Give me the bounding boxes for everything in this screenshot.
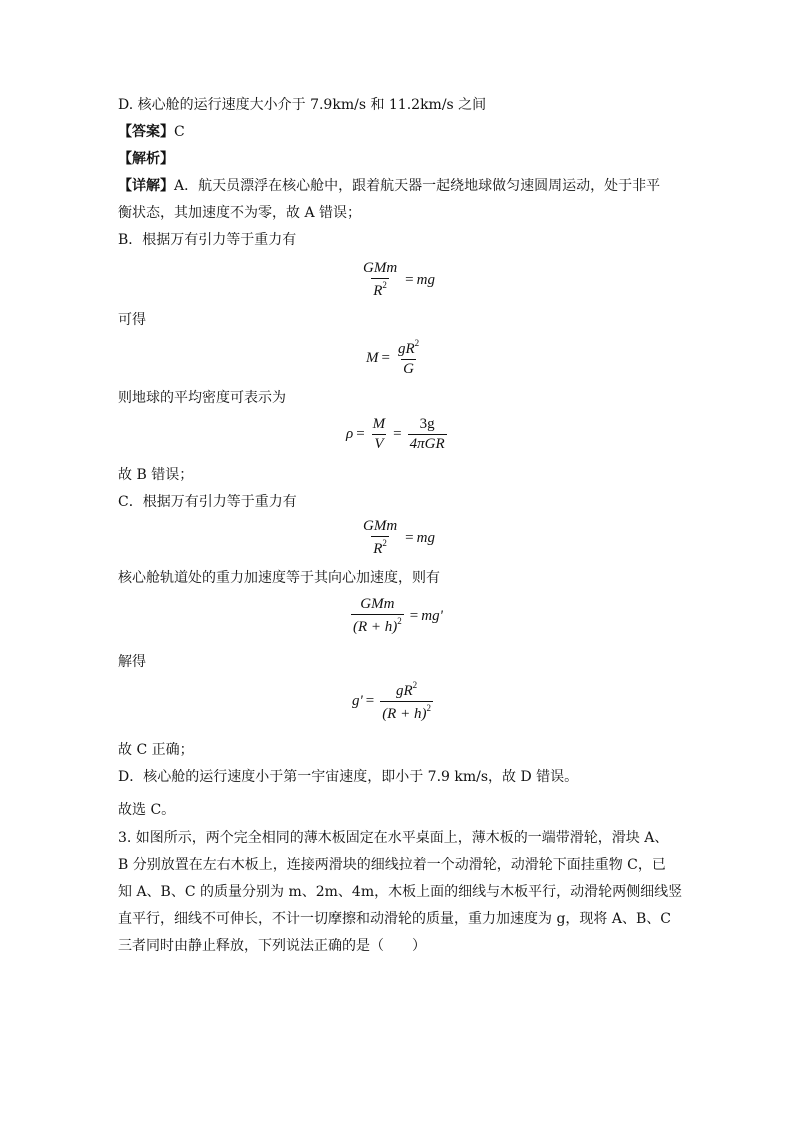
equals-sign: =	[365, 693, 375, 709]
lhs: g'	[352, 693, 363, 709]
choose-line: 故选 C。	[118, 802, 176, 818]
question-3-line-3: 知 A、B、C 的质量分别为 m、2m、4m，木板上面的细线与木板平行，动滑轮两侧细线竖	[118, 884, 683, 900]
c-intro-line: C．根据万有引力等于重力有	[118, 494, 297, 510]
detail-a-text-1: A．航天员漂浮在核心舱中，跟着航天器一起绕地球做匀速圆周运动，处于非平	[174, 178, 661, 194]
equals-sign: =	[393, 426, 402, 442]
formula-orbit-gravity	[348, 596, 443, 636]
numerator: GMm	[363, 260, 398, 276]
fraction-m-over-v	[371, 416, 388, 453]
detail-a-line-1	[118, 176, 660, 196]
formula-mass	[366, 338, 424, 378]
formula-g-prime	[352, 680, 436, 723]
denominator: 4πGR	[409, 436, 445, 452]
numerator: GMm	[363, 518, 398, 534]
fraction-density	[408, 416, 447, 453]
rhs: mg'	[421, 607, 443, 624]
question-3-line-5: 三者同时由静止释放，下列说法正确的是（ ）	[118, 938, 426, 954]
lhs: ρ	[346, 426, 354, 442]
denominator: $(R + h)^2$	[382, 703, 431, 722]
denominator: $(R + h)^2$	[353, 616, 402, 635]
c-jie-de-line: 解得	[118, 654, 146, 670]
fraction	[351, 596, 404, 636]
lhs: M	[366, 349, 379, 366]
option-d-line: D. 核心舱的运行速度大小介于 7.9km/s 和 11.2km/s 之间	[118, 97, 487, 113]
detail-a-line-2: 衡状态，其加速度不为零，故 A 错误；	[118, 205, 362, 221]
numerator: $gR^2$	[397, 338, 420, 357]
numerator: GMm	[360, 596, 395, 612]
answer-value: C	[174, 124, 185, 140]
analysis-label: 【解析】	[118, 151, 174, 167]
question-3-line-2: B 分别放置在左右木板上，连接两滑块的细线拉着一个动滑轮，动滑轮下面挂重物 C，已	[118, 857, 666, 873]
denominator: V	[374, 436, 384, 452]
b-conclusion-line: 故 B 错误；	[118, 467, 194, 483]
fraction	[396, 338, 421, 378]
equals-sign: =	[356, 426, 365, 442]
numerator: 3g	[419, 416, 435, 432]
c-orbit-line: 核心舱轨道处的重力加速度等于其向心加速度，则有	[118, 570, 440, 586]
numerator: M	[372, 416, 386, 432]
b-ke-de-line: 可得	[118, 312, 146, 328]
detail-label: 【详解】	[118, 178, 174, 194]
rhs: mg	[416, 529, 435, 546]
formula-gravity-c	[358, 518, 435, 558]
fraction	[380, 680, 433, 723]
rhs: mg	[416, 271, 435, 288]
answer-line	[118, 122, 185, 142]
equals-sign: =	[409, 607, 419, 624]
equals-sign: =	[381, 349, 390, 366]
b-density-line: 则地球的平均密度可表示为	[118, 390, 286, 406]
question-3-line-1: 3. 如图所示，两个完全相同的薄木板固定在水平桌面上，薄木板的一端带滑轮，滑块 A、	[118, 830, 669, 846]
fraction	[361, 260, 399, 300]
denominator: $R^2$	[373, 280, 387, 299]
formula-gravity-b	[358, 260, 435, 300]
question-3-line-4: 直平行，细线不可伸长，不计一切摩擦和动滑轮的质量，重力加速度为 g，现将 A、B、C	[118, 911, 671, 927]
denominator: $R^2$	[373, 538, 387, 557]
answer-label: 【答案】	[118, 124, 174, 140]
b-intro-line: B．根据万有引力等于重力有	[118, 232, 297, 248]
numerator: $gR^2$	[395, 680, 418, 699]
formula-density	[346, 416, 450, 453]
d-text-line: D．核心舱的运行速度小于第一宇宙速度，即小于 7.9 km/s，故 D 错误。	[118, 769, 579, 785]
fraction	[361, 518, 399, 558]
equals-sign: =	[405, 529, 414, 546]
denominator: G	[403, 361, 414, 377]
c-conclusion-line: 故 C 正确；	[118, 742, 194, 758]
equals-sign: =	[405, 271, 414, 288]
